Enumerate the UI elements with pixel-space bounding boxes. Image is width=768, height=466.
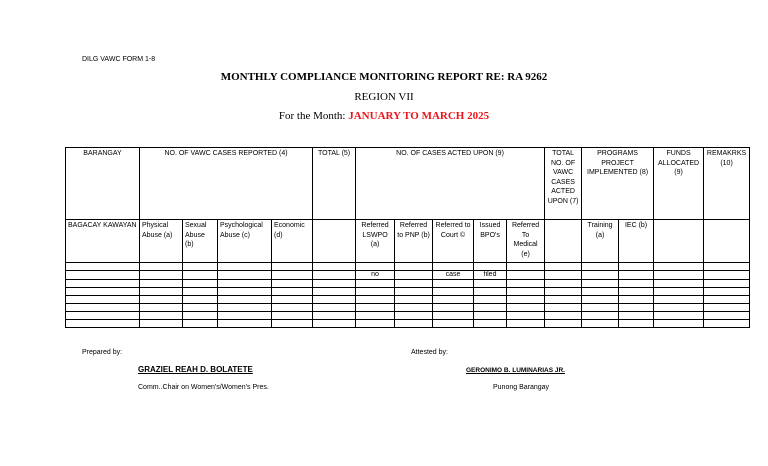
table-cell	[582, 280, 619, 288]
attester-name: GERONIMO B. LUMINARIAS JR.	[466, 367, 565, 374]
table-cell	[395, 280, 433, 288]
table-cell	[183, 320, 218, 328]
table-cell	[433, 320, 474, 328]
table-row	[66, 320, 750, 328]
barangay-name: BAGACAY KAWAYAN	[66, 220, 140, 263]
table-cell	[704, 312, 750, 320]
table-cell	[218, 304, 272, 312]
table-cell	[272, 263, 313, 271]
col-referred-pnp: Referred to PNP (b)	[395, 220, 433, 263]
header-row	[66, 148, 750, 220]
table-cell	[654, 263, 704, 271]
attester-position: Punong Barangay	[493, 384, 550, 391]
table-row	[66, 263, 750, 271]
table-cell	[654, 312, 704, 320]
table-cell	[395, 271, 433, 280]
table-cell	[433, 263, 474, 271]
table-cell	[66, 296, 140, 304]
table-cell	[218, 271, 272, 280]
header-barangay: BARANGAY	[66, 148, 140, 220]
col-referred-medical: Referred To Medical (e)	[507, 220, 545, 263]
month-period: JANUARY TO MARCH 2025	[348, 110, 490, 122]
table-cell	[619, 280, 654, 288]
table-cell	[619, 271, 654, 280]
entry-bpo: filed	[474, 271, 507, 280]
table-cell	[140, 320, 183, 328]
table-cell	[704, 304, 750, 312]
table-cell	[218, 288, 272, 296]
table-cell	[507, 312, 545, 320]
table-cell	[704, 288, 750, 296]
table-cell	[619, 296, 654, 304]
col-funds-blank	[654, 220, 704, 263]
table-cell	[704, 263, 750, 271]
table-cell	[654, 304, 704, 312]
month-prefix: For the Month:	[278, 110, 349, 122]
table-cell	[582, 288, 619, 296]
table-cell	[507, 296, 545, 304]
table-cell	[140, 296, 183, 304]
col-referred-lswpo: Referred LSWPO (a)	[356, 220, 395, 263]
table-cell	[474, 296, 507, 304]
table-cell	[545, 296, 582, 304]
form-label: DILG VAWC FORM 1-8	[82, 56, 156, 63]
table-cell	[474, 320, 507, 328]
table-cell	[654, 288, 704, 296]
report-title: MONTHLY COMPLIANCE MONITORING REPORT RE: RA 9262	[220, 71, 548, 83]
table-cell	[582, 263, 619, 271]
table-cell	[704, 320, 750, 328]
table-cell	[218, 312, 272, 320]
table-cell	[507, 288, 545, 296]
table-cell	[183, 263, 218, 271]
table-cell	[474, 288, 507, 296]
table-cell	[619, 312, 654, 320]
table-cell	[619, 304, 654, 312]
table-cell	[66, 320, 140, 328]
table-cell	[313, 280, 356, 288]
table-cell	[66, 263, 140, 271]
table-cell	[218, 320, 272, 328]
col-sexual-abuse: Sexual Abuse (b)	[183, 220, 218, 263]
col-total-acted-blank	[545, 220, 582, 263]
col-physical-abuse: Physical Abuse (a)	[140, 220, 183, 263]
table-cell	[356, 288, 395, 296]
table-cell	[433, 296, 474, 304]
table-cell	[545, 320, 582, 328]
table-cell	[582, 296, 619, 304]
subheader-row	[66, 220, 750, 263]
table-cell	[704, 296, 750, 304]
table-cell	[272, 280, 313, 288]
table-cell	[474, 312, 507, 320]
table-cell	[140, 280, 183, 288]
table-cell	[140, 263, 183, 271]
table-cell	[545, 304, 582, 312]
table-cell	[582, 271, 619, 280]
table-cell	[654, 296, 704, 304]
table-cell	[545, 271, 582, 280]
table-cell	[183, 280, 218, 288]
table-cell	[582, 320, 619, 328]
table-cell	[272, 271, 313, 280]
header-total: TOTAL (5)	[313, 148, 356, 220]
table-cell	[183, 312, 218, 320]
table-cell	[619, 288, 654, 296]
table-cell	[545, 312, 582, 320]
table-cell	[218, 263, 272, 271]
table-row	[66, 288, 750, 296]
table-cell	[66, 271, 140, 280]
table-cell	[140, 288, 183, 296]
prepared-by-label: Prepared by:	[82, 349, 123, 356]
col-remarks-blank	[704, 220, 750, 263]
table-cell	[140, 304, 183, 312]
table-cell	[66, 280, 140, 288]
table-cell	[66, 312, 140, 320]
table-cell	[545, 280, 582, 288]
header-total-acted: TOTAL NO. OF VAWC CASES ACTED UPON (7)	[545, 148, 582, 220]
table-cell	[654, 280, 704, 288]
table-cell	[140, 312, 183, 320]
table-row	[66, 296, 750, 304]
table-cell	[183, 288, 218, 296]
header-remarks: REMAKRKS (10)	[704, 148, 750, 220]
table-cell	[395, 320, 433, 328]
table-cell	[507, 304, 545, 312]
table-cell	[654, 271, 704, 280]
col-referred-court: Referred to Court ©	[433, 220, 474, 263]
table-cell	[313, 320, 356, 328]
table-cell	[272, 312, 313, 320]
table-cell	[356, 263, 395, 271]
table-cell	[474, 263, 507, 271]
table-cell	[356, 312, 395, 320]
table-cell	[433, 288, 474, 296]
preparer-name: GRAZIEL REAH D. BOLATETE	[138, 365, 253, 374]
col-iec: IEC (b)	[619, 220, 654, 263]
reporting-period	[0, 110, 768, 122]
table-cell	[545, 288, 582, 296]
table-cell	[356, 296, 395, 304]
table-cell	[313, 288, 356, 296]
header-cases-reported: NO. OF VAWC CASES REPORTED (4)	[140, 148, 313, 220]
col-training: Training (a)	[582, 220, 619, 263]
table-cell	[704, 280, 750, 288]
table-cell	[183, 296, 218, 304]
table-row	[66, 304, 750, 312]
table-cell	[395, 263, 433, 271]
table-cell	[313, 296, 356, 304]
entry-lswpo: no	[356, 271, 395, 280]
preparer-position: Comm..Chair on Women's/Women's Pres.	[138, 384, 269, 391]
table-row	[66, 312, 750, 320]
table-cell	[619, 263, 654, 271]
table-cell	[313, 304, 356, 312]
table-cell	[433, 304, 474, 312]
table-cell	[433, 280, 474, 288]
table-cell	[218, 280, 272, 288]
table-cell	[507, 320, 545, 328]
header-funds: FUNDS ALLOCATED (9)	[654, 148, 704, 220]
table-cell	[507, 271, 545, 280]
table-cell	[395, 288, 433, 296]
table-cell	[272, 296, 313, 304]
col-issued-bpo: Issued BPO's	[474, 220, 507, 263]
table-row	[66, 280, 750, 288]
table-row	[66, 271, 750, 280]
table-cell	[272, 320, 313, 328]
table-cell	[582, 312, 619, 320]
region-label: REGION VII	[354, 91, 414, 103]
col-psychological-abuse: Psychological Abuse (c)	[218, 220, 272, 263]
table-cell	[183, 271, 218, 280]
table-cell	[545, 263, 582, 271]
table-cell	[66, 304, 140, 312]
table-cell	[356, 304, 395, 312]
table-cell	[140, 271, 183, 280]
table-cell	[313, 271, 356, 280]
table-cell	[433, 312, 474, 320]
table-cell	[313, 312, 356, 320]
table-cell	[507, 280, 545, 288]
compliance-table	[65, 147, 750, 328]
table-cell	[218, 296, 272, 304]
attested-by-label: Attested by:	[411, 349, 448, 356]
table-cell	[66, 288, 140, 296]
entry-court: case	[433, 271, 474, 280]
table-cell	[356, 320, 395, 328]
table-cell	[474, 280, 507, 288]
header-cases-acted: NO. OF CASES ACTED UPON (9)	[356, 148, 545, 220]
table-cell	[619, 320, 654, 328]
table-cell	[183, 304, 218, 312]
table-cell	[272, 304, 313, 312]
table-cell	[395, 312, 433, 320]
table-cell	[313, 263, 356, 271]
table-cell	[395, 304, 433, 312]
table-cell	[507, 263, 545, 271]
table-cell	[395, 296, 433, 304]
table-cell	[654, 320, 704, 328]
table-cell	[474, 304, 507, 312]
col-economic: Economic (d)	[272, 220, 313, 263]
table-cell	[704, 271, 750, 280]
header-programs: PROGRAMS PROJECT IMPLEMENTED (8)	[582, 148, 654, 220]
table-cell	[272, 288, 313, 296]
table-cell	[582, 304, 619, 312]
table-cell	[356, 280, 395, 288]
col-total-blank	[313, 220, 356, 263]
